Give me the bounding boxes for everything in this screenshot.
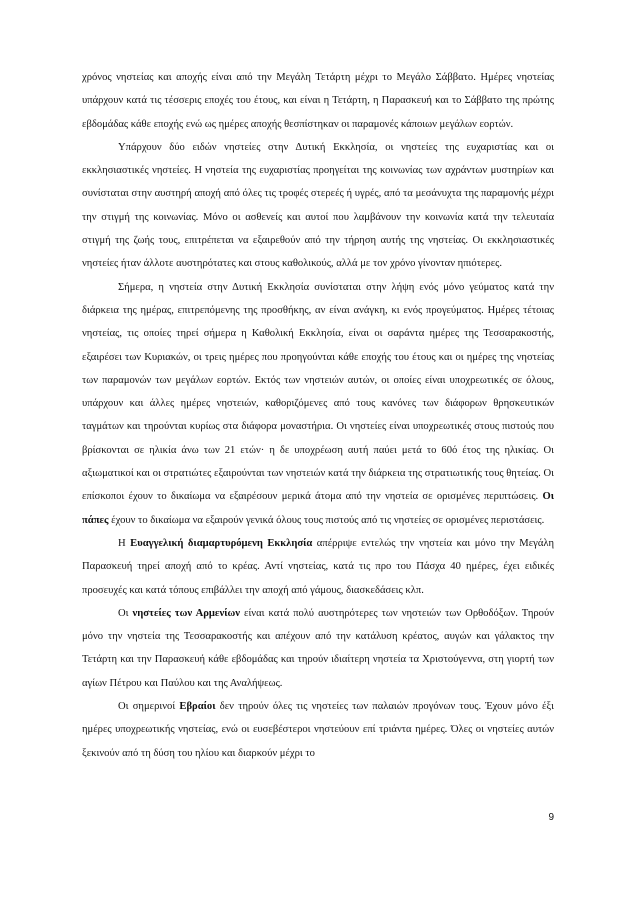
paragraph-3 bbox=[82, 276, 554, 532]
paragraph-6-text-before: Οι σημερινοί bbox=[118, 701, 180, 713]
paragraph-4 bbox=[82, 532, 554, 602]
page-number: 9 bbox=[548, 812, 554, 823]
paragraph-1 bbox=[82, 66, 554, 136]
paragraph-5-text-before: Οι bbox=[118, 607, 133, 619]
paragraph-6-text-after: δεν τηρούν όλες τις νηστείες των παλαιών προγόνων τους. Έχουν μόνο έξι ημέρες υποχρεωτικής νηστείας, ενώ οι ευσεβέστεροι νηστεύουν επί τριάντα ημέρες. Όλες οι νηστείες αυτών ξεκινούν από τη δύση του ηλίου και διαρκούν μέχρι το bbox=[82, 701, 554, 759]
paragraph-5-bold: νηστείες των Αρμενίων bbox=[132, 607, 240, 619]
paragraph-3-text-after: έχουν το δικαίωμα να εξαιρούν γενικά όλους τους πιστούς από τις νηστείες σε ορισμένες περιστάσεις. bbox=[108, 514, 545, 526]
paragraph-3-bold: Οι πάπες bbox=[82, 491, 554, 526]
paragraph-4-bold: Ευαγγελική διαμαρτυρόμενη Εκκλησία bbox=[130, 537, 313, 549]
paragraph-1-text: χρόνος νηστείας και αποχής είναι από την Μεγάλη Τετάρτη μέχρι το Μεγάλο Σάββατο. Ημέρες νηστείας υπάρχουν κατά τις τέσσερις εποχές του έτους, και είναι η Τετάρτη, η Παρασκευή και το Σάββατο της πρώτης εβδομάδας κάθε εποχής ενώ ως ημέρες αποχής θεσπίστηκαν οι παραμονές κάποιων μεγάλων εορτών. bbox=[82, 72, 554, 130]
body-text bbox=[82, 66, 554, 765]
paragraph-4-text-after: απέρριψε εντελώς την νηστεία και μόνο την Μεγάλη Παρασκευή τηρεί αποχή από το κρέας. Αντί νηστείας, κατά τις προ του Πάσχα 40 ημέρες, έχει ειδικές προσευχές και κατά τόπους επιβάλλει την αποχή από γάμους, διασκεδάσεις κλπ. bbox=[82, 537, 554, 596]
paragraph-3-text: Σήμερα, η νηστεία στην Δυτική Εκκλησία συνίσταται στην λήψη ενός μόνο γεύματος κατά την διάρκεια της ημέρας, επιτρεπόμενης της προσθήκης, αν είναι ανάγκη, κι ενός προγεύματος. Ημέρες τέτοιας νηστείας, τις οποίες τηρεί σήμερα η Καθολική Εκκλησία, είναι οι σαράντα ημέρες της Τεσσαρακοστής, εξαιρέσει των Κυριακών, οι τρεις ημέρες που προηγούνται κάθε εποχής του έτους και οι ημέρες της νηστείας των παραμονών των μεγάλων εορτών. Εκτός των νηστειών αυτών, οι οποίες είναι υποχρεωτικές σε όλους, υπάρχουν και άλλες ημέρες νηστειών, καθοριζόμενες από τους κανόνες των διάφορων θρησκευτικών ταγμάτων και τηρούνται κυρίως στα διάφορα μοναστήρια. Οι νηστείες είναι υποχρεωτικές στους πιστούς που βρίσκονται σε ηλικία άνω των 21 ετών· η δε υποχρέωση αυτή παύει μετά το 60ό έτος της ηλικίας. Οι αξιωματικοί και οι στρατιώτες εξαιρούνται των νηστειών κατά την διάρκεια της στρατιωτικής τους θητείας. Οι επίσκοποι έχουν το δικαίωμα να εξαιρέσουν μερικά άτομα από την νηστεία σε ορισμένες περιπτώσεις. bbox=[82, 281, 554, 503]
paragraph-6 bbox=[82, 695, 554, 765]
paragraph-5 bbox=[82, 602, 554, 695]
paragraph-2 bbox=[82, 136, 554, 276]
paragraph-4-text-before: Η bbox=[118, 537, 131, 549]
paragraph-2-text: Υπάρχουν δύο ειδών νηστείες στην Δυτική Εκκλησία, οι νηστείες της ευχαριστίας και οι εκκλησιαστικές νηστείες. Η νηστεία της ευχαριστίας προηγείται της κοινωνίας των αχράντων μυστηρίων και συνίσταται στην αυστηρή αποχή από όλες τις τροφές στερεές ή υγρές, από τα μεσάνυχτα της παραμονής μέχρι την στιγμή της κοινωνίας. Μόνο οι ασθενείς και αυτοί που λαμβάνουν την κοινωνία κατά την τελευταία στιγμή της ζωής τους, επιτρέπεται να εξαιρεθούν από την τήρηση αυτής της νηστείας. Οι εκκλησιαστικές νηστείες ήταν άλλοτε αυστηρότατες και στους καθολικούς, αλλά με τον χρόνο γίνονταν ηπιότερες. bbox=[82, 141, 554, 270]
paragraph-5-text-after: είναι κατά πολύ αυστηρότερες των νηστειών των Ορθοδόξων. Τηρούν μόνο την νηστεία της Τεσσαρακοστής και απέχουν από την κατάλυση κρέατος, αυγών και γάλακτος την Τετάρτη και την Παρασκευή κάθε εβδομάδας και τηρούν ιδιαίτερη νηστεία τα Χριστούγεννα, στη γιορτή των αγίων Πέτρου και Παύλου και της Αναλήψεως. bbox=[82, 607, 554, 689]
paragraph-6-bold: Εβραίοι bbox=[179, 701, 216, 713]
